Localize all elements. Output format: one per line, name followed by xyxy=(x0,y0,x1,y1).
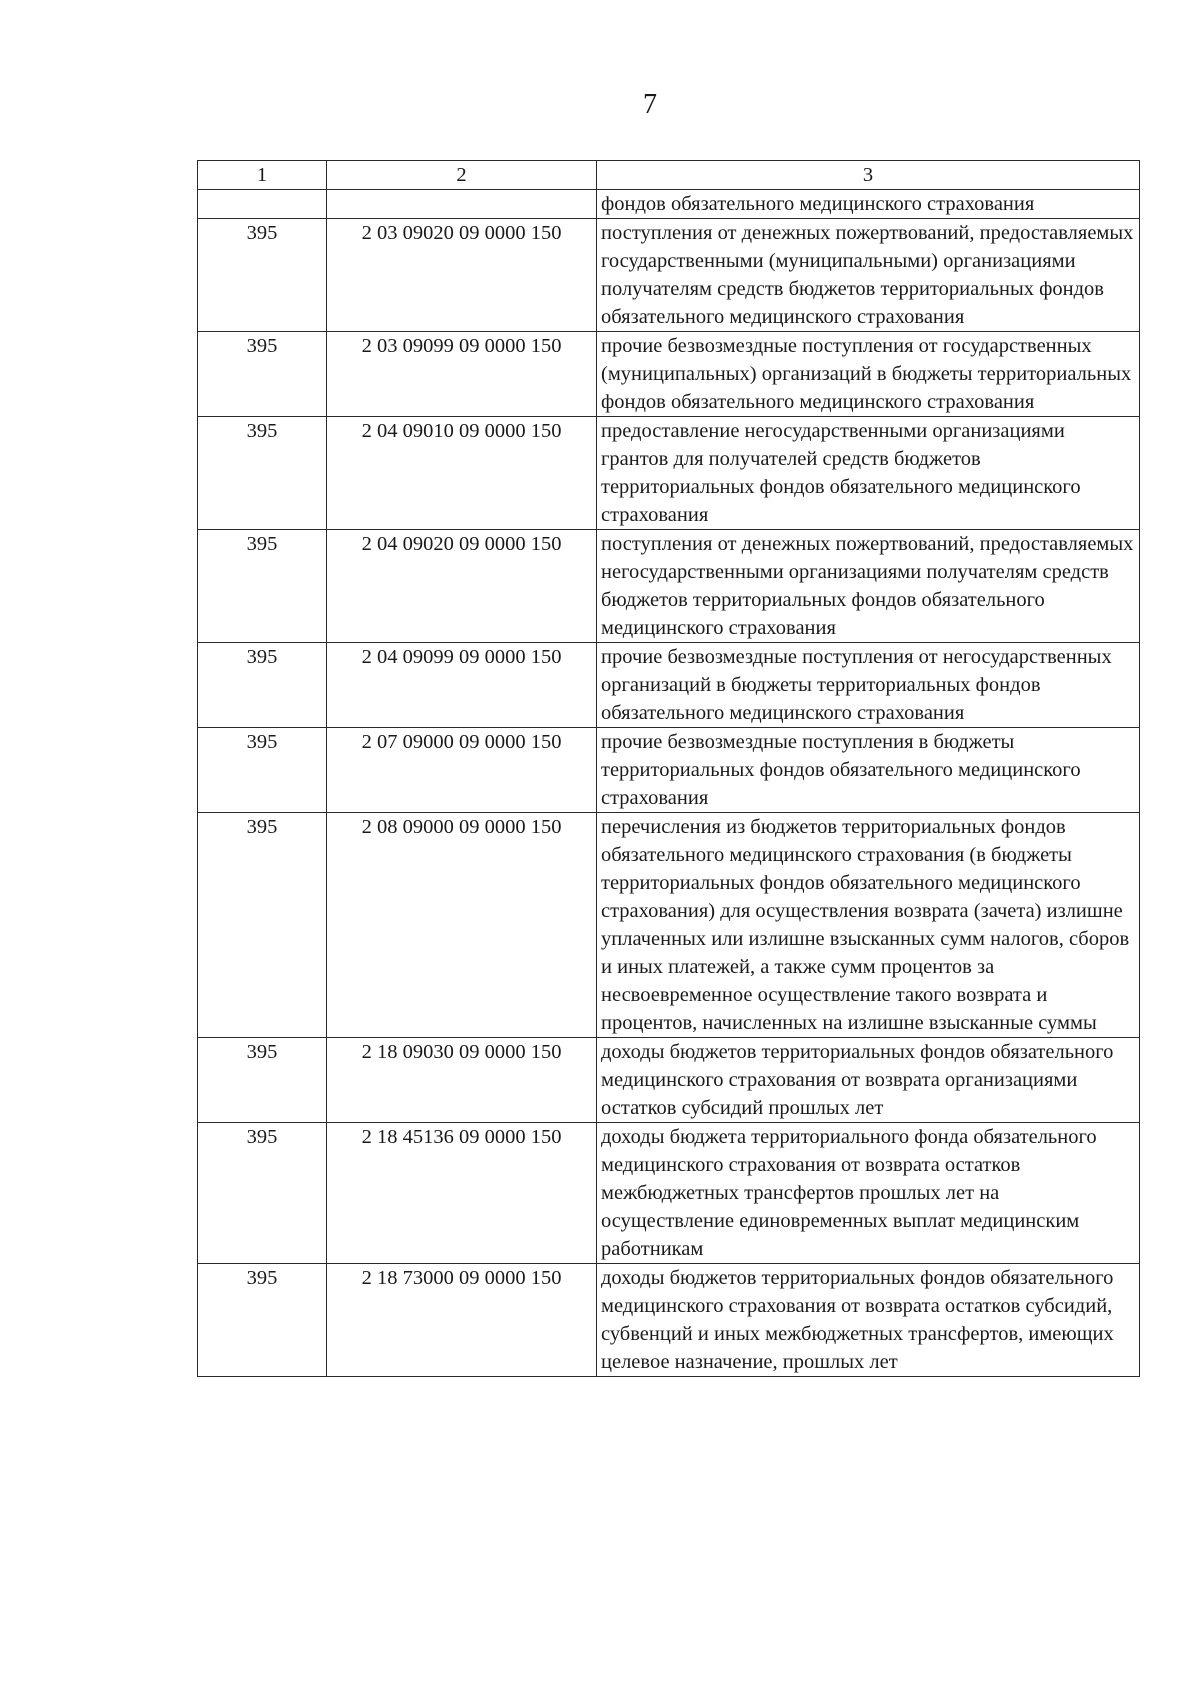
admin-code-cell: 395 xyxy=(198,728,327,813)
description-cell: прочие безвозмездные поступления в бюджеты территориальных фондов обязательного медицинского страхования xyxy=(597,728,1140,813)
admin-code-cell: 395 xyxy=(198,530,327,643)
description-cell: поступления от денежных пожертвований, предоставляемых государственными (муниципальными) организациями получателям средств бюджетов территориальных фондов обязательного медицинского страхования xyxy=(597,219,1140,332)
table-header-row xyxy=(198,161,1140,190)
admin-code-cell: 395 xyxy=(198,1038,327,1123)
table-row xyxy=(198,332,1140,417)
budget-code-cell: 2 04 09010 09 0000 150 xyxy=(327,417,597,530)
budget-code-cell xyxy=(327,190,597,219)
admin-code-cell: 395 xyxy=(198,813,327,1038)
budget-income-codes-table xyxy=(197,160,1140,1377)
description-cell: прочие безвозмездные поступления от негосударственных организаций в бюджеты территориальных фондов обязательного медицинского страхования xyxy=(597,643,1140,728)
table-row xyxy=(198,813,1140,1038)
budget-code-cell: 2 04 09020 09 0000 150 xyxy=(327,530,597,643)
budget-code-cell: 2 07 09000 09 0000 150 xyxy=(327,728,597,813)
budget-code-cell: 2 03 09099 09 0000 150 xyxy=(327,332,597,417)
budget-code-cell: 2 18 09030 09 0000 150 xyxy=(327,1038,597,1123)
description-cell: прочие безвозмездные поступления от государственных (муниципальных) организаций в бюджеты территориальных фондов обязательного медицинского страхования xyxy=(597,332,1140,417)
column-header-3: 3 xyxy=(597,161,1140,190)
table-row xyxy=(198,530,1140,643)
description-cell: доходы бюджетов территориальных фондов обязательного медицинского страхования от возврата организациями остатков субсидий прошлых лет xyxy=(597,1038,1140,1123)
table-row xyxy=(198,1038,1140,1123)
table-row xyxy=(198,417,1140,530)
budget-code-cell: 2 03 09020 09 0000 150 xyxy=(327,219,597,332)
budget-code-cell: 2 18 73000 09 0000 150 xyxy=(327,1264,597,1377)
budget-code-cell: 2 08 09000 09 0000 150 xyxy=(327,813,597,1038)
description-cell: доходы бюджетов территориальных фондов обязательного медицинского страхования от возврата остатков субсидий, субвенций и иных межбюджетных трансфертов, имеющих целевое назначение, прошлых лет xyxy=(597,1264,1140,1377)
column-header-2: 2 xyxy=(327,161,597,190)
table-continuation-row xyxy=(198,190,1140,219)
admin-code-cell: 395 xyxy=(198,1123,327,1264)
admin-code-cell: 395 xyxy=(198,417,327,530)
column-header-1: 1 xyxy=(198,161,327,190)
admin-code-cell: 395 xyxy=(198,643,327,728)
admin-code-cell: 395 xyxy=(198,1264,327,1377)
description-cell: доходы бюджета территориального фонда обязательного медицинского страхования от возврата остатков межбюджетных трансфертов прошлых лет на осуществление единовременных выплат медицинским работникам xyxy=(597,1123,1140,1264)
admin-code-cell: 395 xyxy=(198,332,327,417)
admin-code-cell xyxy=(198,190,327,219)
page-number: 7 xyxy=(643,89,657,120)
table-row xyxy=(198,1123,1140,1264)
description-cell: перечисления из бюджетов территориальных фондов обязательного медицинского страхования (в бюджеты территориальных фондов обязательного медицинского страхования) для осуществления возврата (зачета) излишне уплаченных или излишне взысканных сумм налогов, сборов и иных платежей, а также сумм процентов за несвоевременное осуществление такого возврата и процентов, начисленных на излишне взысканные суммы xyxy=(597,813,1140,1038)
description-cell: предоставление негосударственными организациями грантов для получателей средств бюджетов территориальных фондов обязательного медицинского страхования xyxy=(597,417,1140,530)
description-cell: поступления от денежных пожертвований, предоставляемых негосударственными организациями получателям средств бюджетов территориальных фондов обязательного медицинского страхования xyxy=(597,530,1140,643)
budget-code-cell: 2 04 09099 09 0000 150 xyxy=(327,643,597,728)
table-row xyxy=(198,1264,1140,1377)
table-row xyxy=(198,728,1140,813)
table-row xyxy=(198,643,1140,728)
description-cell: фондов обязательного медицинского страхования xyxy=(597,190,1140,219)
admin-code-cell: 395 xyxy=(198,219,327,332)
budget-code-cell: 2 18 45136 09 0000 150 xyxy=(327,1123,597,1264)
table-row xyxy=(198,219,1140,332)
